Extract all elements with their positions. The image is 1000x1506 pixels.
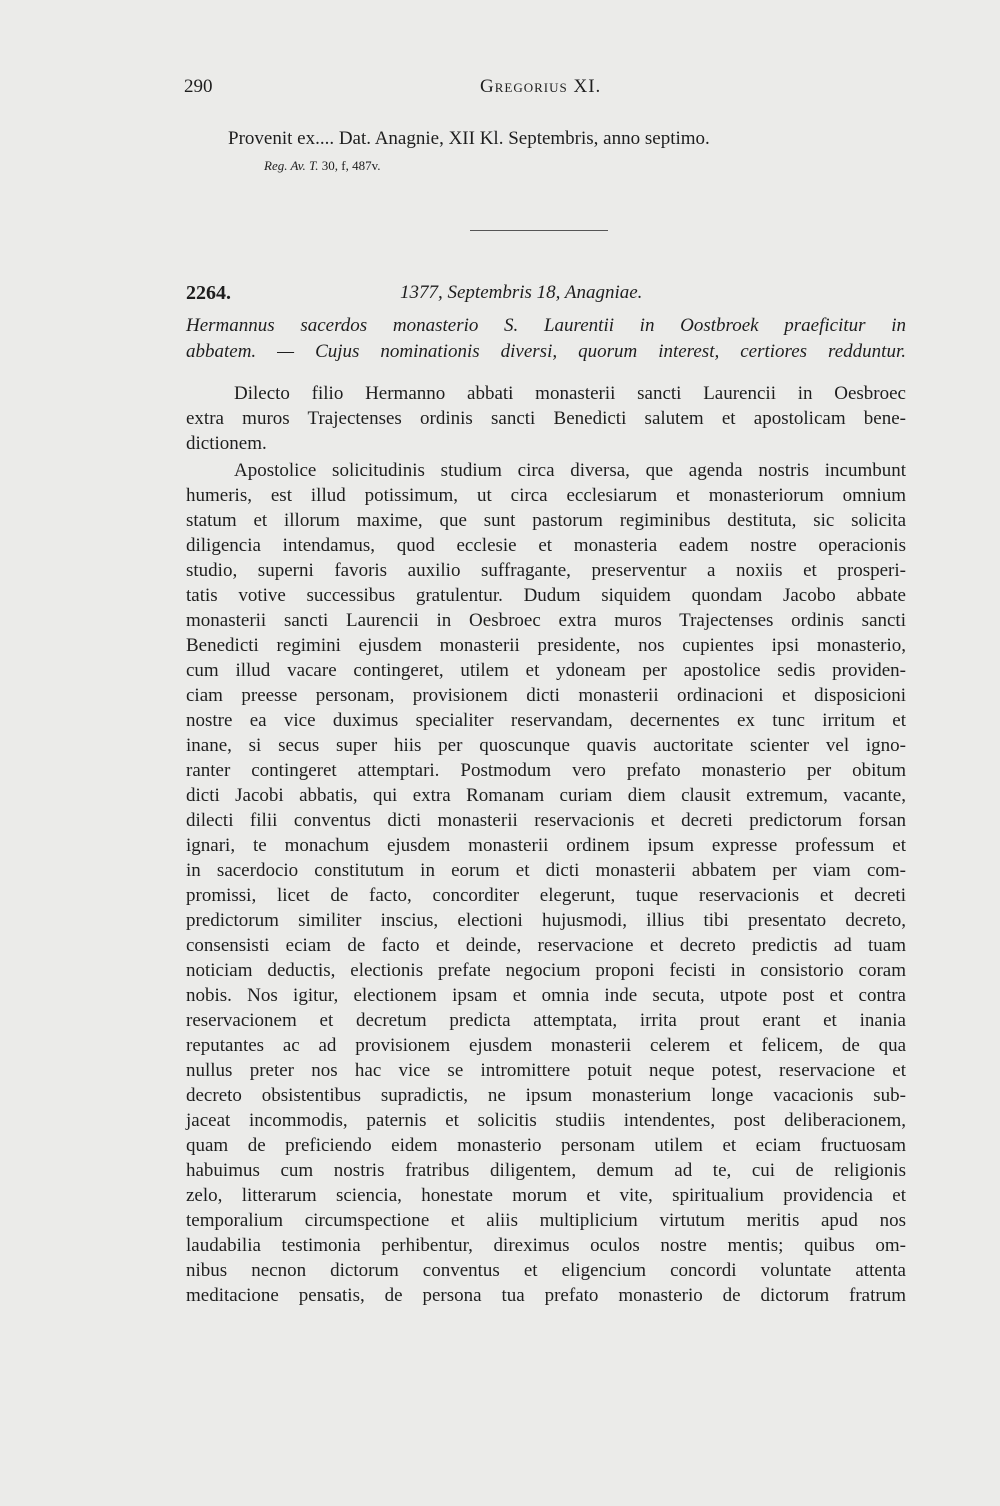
body-line: quam de preficiendo eidem monasterio personam utilem et eciam fructuosam — [186, 1135, 906, 1156]
entry-number: 2264. — [186, 282, 231, 304]
body-line: meditacione pensatis, de persona tua prefato monasterio de dictorum fratrum — [186, 1285, 906, 1306]
body-line: humeris, est illud potissimum, ut circa ecclesiarum et monasteriorum omnium — [186, 485, 906, 506]
body-line: diligencia intendamus, quod ecclesie et monasteria eadem nostre operacionis — [186, 535, 906, 556]
entry-date-place: 1377, Septembris 18, Anagniae. — [400, 282, 643, 303]
body-line: statum et illorum maxime, que sunt pastorum regiminibus destituta, sic solicita — [186, 510, 906, 531]
body-line: consensisti eciam de facto et deinde, reservacione et decreto predictis ad tuam — [186, 935, 906, 956]
register-reference-rest: 30, f, 487v. — [318, 158, 381, 173]
address-line: dictionem. — [186, 433, 267, 454]
body-line: zelo, litterarum sciencia, honestate morum et vite, spiritualium providencia et — [186, 1185, 906, 1206]
body-line: reputantes ac ad provisionem ejusdem monasterii celerem et felicem, de qua — [186, 1035, 906, 1056]
body-line: promissi, licet de facto, concorditer elegerunt, tuque reservacionis et decreti — [186, 885, 906, 906]
body-line: ignari, te monachum ejusdem monasterii ordinem ipsum expresse professum et — [186, 835, 906, 856]
body-line: nullus preter nos hac vice se intromittere potuit neque potest, reservacione et — [186, 1060, 906, 1081]
address-line: Dilecto filio Hermanno abbati monasterii sancti Laurencii in Oesbroec — [234, 383, 906, 404]
body-line: Benedicti regimini ejusdem monasterii presidente, nos cupientes ipsi monasterio, — [186, 635, 906, 656]
register-reference — [264, 158, 381, 174]
body-line: ciam preesse personam, provisionem dicti monasterii ordinacioni et disposicioni — [186, 685, 906, 706]
body-line: nobis. Nos igitur, electionem ipsam et omnia inde secuta, utpote post et contra — [186, 985, 906, 1006]
body-line: nibus necnon dictorum conventus et eligencium concordi voluntate attenta — [186, 1260, 906, 1281]
body-line: laudabilia testimonia perhibentur, direximus oculos nostre mentis; quibus om- — [186, 1235, 906, 1256]
summary-line: Hermannus sacerdos monasterio S. Laurentii in Oostbroek praeficitur in — [186, 315, 906, 336]
summary-line: abbatem. — Cujus nominationis diversi, quorum interest, certiores redduntur. — [186, 341, 906, 362]
body-line: habuimus cum nostris fratribus diligentem, demum ad te, cui de religionis — [186, 1160, 906, 1181]
body-line: dicti Jacobi abbatis, qui extra Romanam curiam diem clausit extremum, vacante, — [186, 785, 906, 806]
body-line: noticiam deductis, electionis prefate negocium proponi fecisti in consistorio coram — [186, 960, 906, 981]
body-line: temporalium circumspectione et aliis multiplicium virtutum meritis apud nos — [186, 1210, 906, 1231]
body-line: inane, si secus super hiis per quoscunque quavis auctoritate scienter vel igno- — [186, 735, 906, 756]
body-line: studio, superni favoris auxilio suffragante, preserventur a noxiis et prosperi- — [186, 560, 906, 581]
body-line: decreto obsistentibus supradictis, ne ipsum monasterium longe vacacionis sub- — [186, 1085, 906, 1106]
body-line: dilecti filii conventus dicti monasterii reservacionis et decreti predictorum forsan — [186, 810, 906, 831]
register-reference-prefix: Reg. Av. T. — [264, 158, 319, 173]
body-line: in sacerdocio constitutum in eorum et dicti monasterii abbatem per viam com- — [186, 860, 906, 881]
address-line: extra muros Trajectenses ordinis sancti Benedicti salutem et apostolicam bene- — [186, 408, 906, 429]
running-title-text: Gregorius XI. — [480, 76, 602, 97]
body-line: Apostolice solicitudinis studium circa diversa, que agenda nostris incumbunt — [234, 460, 906, 481]
page-number: 290 — [184, 76, 213, 97]
body-line: monasterii sancti Laurencii in Oesbroec extra muros Trajectenses ordinis sancti — [186, 610, 906, 631]
running-title — [480, 76, 601, 98]
section-divider — [470, 230, 608, 231]
body-line: predictorum similiter inscius, electioni hujusmodi, illius tibi presentato decreto, — [186, 910, 906, 931]
body-line: tatis votive successibus gratulentur. Dudum siquidem quondam Jacobo abbate — [186, 585, 906, 606]
body-line: jaceat incommodis, paternis et solicitis studiis intendentes, post deliberacionem, — [186, 1110, 906, 1131]
body-line: cum illud vacare contingeret, utilem et ydoneam per apostolice sedis providen- — [186, 660, 906, 681]
body-line: ranter contingeret attemptari. Postmodum vero prefato monasterio per obitum — [186, 760, 906, 781]
body-line: nostre ea vice duximus specialiter reservandam, decernentes ex tunc irritum et — [186, 710, 906, 731]
previous-entry-closing: Provenit ex.... Dat. Anagnie, XII Kl. Septembris, anno septimo. — [228, 128, 710, 149]
body-line: reservacionem et decretum predicta attemptata, irrita prout erant et inania — [186, 1010, 906, 1031]
